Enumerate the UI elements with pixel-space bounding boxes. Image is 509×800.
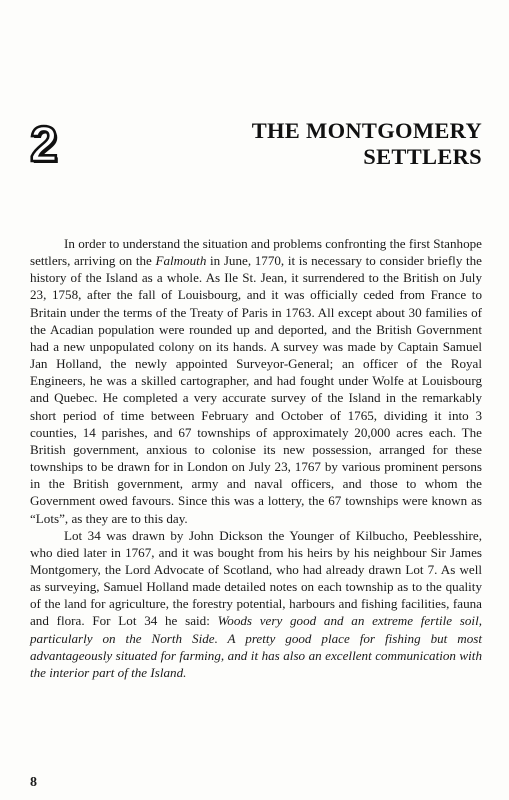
chapter-title xyxy=(252,118,482,170)
paragraph-2 xyxy=(30,527,482,681)
chapter-title-line-2: SETTLERS xyxy=(363,144,482,169)
paragraph-2-segment-1: Lot 34 was drawn by John Dickson the Younger of Kilbucho, Peeblesshire, who died later in 1767, and it was bought from his heirs by his neighbour Sir James Montgomery, the Lord Advocate of Scotland, who had already drawn Lot 7. As well as surveying, Samuel Holland made detailed notes on each township as to the quality of the land for agriculture, the forestry potential, harbours and fishing facilities, fauna and flora. For Lot 34 he said: xyxy=(30,527,482,629)
body-text xyxy=(30,235,482,681)
chapter-number: 2 xyxy=(30,116,58,172)
chapter-header xyxy=(30,118,482,178)
paragraph-1 xyxy=(30,235,482,527)
paragraph-1-segment-3: in June, 1770, it is necessary to consider briefly the history of the Island as a whole. As Ile St. Jean, it surrendered to the British on July 23, 1758, after the fall of Louisbourg, and it was officially ceded from France to Britain under the terms of the Treaty of Paris in 1763. All except about 30 families of the Acadian population were rounded up and deported, and the British Government had a new unpopulated colony on its hands. A survey was made by Captain Samuel Jan Holland, the newly appointed Surveyor-General; an officer of the Royal Engineers, he was a skilled cartographer, and had fought under Wolfe at Louisbourg and Quebec. He completed a very accurate survey of the Island in the remarkably short period of time between February and October of 1765, dividing it into 3 counties, 14 parishes, and 67 townships of approximately 20,000 acres each. The British government, anxious to colonise its new possession, arranged for these townships to be drawn for in London on July 23, 1767 by various prominent persons in the British government, army and naval officers, and those to whom the Government owed favours. Since this was a lottery, the 67 townships were known as “Lots”, as they are to this day. xyxy=(30,253,482,526)
page-number: 8 xyxy=(30,775,37,790)
chapter-title-line-1: THE MONTGOMERY xyxy=(251,118,482,143)
holland-quote: Woods very good and an extreme fertile soil, particularly on the North Side. A pretty good place for fishing but most advantageously situated for farming, and it has also an excellent communication with the interior part of the Island. xyxy=(30,613,482,680)
paragraph-1-segment-1: In order to understand the situation and problems confronting the first Stanhope settlers, arriving on the xyxy=(30,236,482,269)
ship-name-falmouth: Falmouth xyxy=(155,253,207,269)
